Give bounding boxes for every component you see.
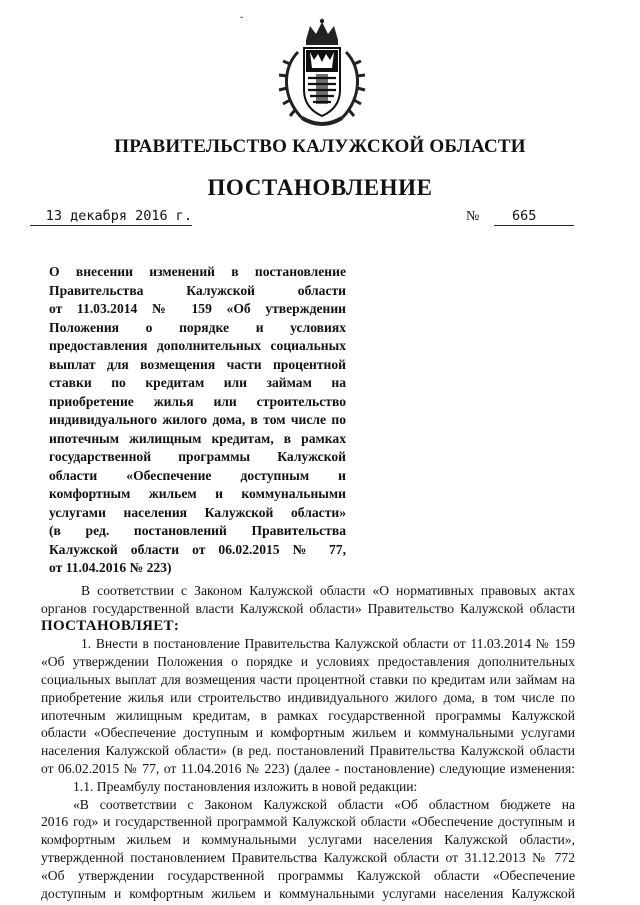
subject-line: выплат для возмещения части процентной <box>49 356 346 372</box>
quote-line: доступным и комфортным жильем и коммунальными услугами населения Калужской <box>41 885 575 901</box>
subject-line: от 11.04.2016 № 223) <box>49 560 172 575</box>
intro-line: В соответствии с Законом Калужской области «О нормативных правовых актах <box>81 583 575 598</box>
subject-line: ставки по кредитам или займам на <box>49 375 346 390</box>
paragraph-1-line: населения Калужской области» (в ред. постановлений Правительства Калужской области <box>41 743 575 759</box>
paragraph-1-1: 1.1. Преамбулу постановления изложить в новой редакции: <box>73 778 418 794</box>
paragraph-1-line: области «Обеспечение доступным и комфортным жильем и коммунальными услугами <box>41 725 575 741</box>
quote-line: утвержденной постановлением Правительства Калужской области от 31.12.2013 № 772 <box>41 849 575 865</box>
quote-line: комфортным жильем и коммунальными услугами населения Калужской области», <box>41 832 575 848</box>
subject-line: услугами населения Калужской области» <box>49 504 346 520</box>
paragraph-1-line: социальных выплат для возмещения части процентной ставки по кредитам или займам на <box>41 671 575 687</box>
decree-body <box>41 582 575 902</box>
intro-line: органов государственной власти Калужской области» Правительство Калужской области <box>41 600 575 616</box>
document-type: ПОСТАНОВЛЕНИЕ <box>207 175 433 200</box>
resolves-heading: ПОСТАНОВЛЯЕТ: <box>41 617 180 634</box>
subject-line: О внесении изменений в постановление <box>49 264 346 279</box>
decree-subject <box>49 263 346 578</box>
document-date: 13 декабря 2016 г. <box>30 208 192 226</box>
subject-line: ипотечным жилищным кредитам, в рамках <box>49 430 346 446</box>
number-label: № <box>466 209 480 224</box>
quote-line: 2016 год» и государственной программой Калужской области «Обеспечение доступным и <box>41 814 575 830</box>
quote-line: «Об утверждении государственной программы Калужской области «Обеспечение <box>41 867 575 883</box>
subject-line: Положения о порядке и условиях <box>49 319 346 335</box>
paragraph-1-line: приобретение жилья или строительство индивидуального жилого дома, в том числе по <box>41 689 575 705</box>
paragraph-1-line: 1. Внести в постановление Правительства Калужской области от 11.03.2014 № 159 <box>81 636 575 652</box>
subject-line: области «Обеспечение доступным и <box>49 467 346 483</box>
document-number: 665 <box>494 208 574 226</box>
paragraph-1-line: «Об утверждении Положения о порядке и условиях предоставления дополнительных <box>41 654 575 670</box>
subject-line: комфортным жильем и коммунальными <box>49 486 346 501</box>
government-title: ПРАВИТЕЛЬСТВО КАЛУЖСКОЙ ОБЛАСТИ <box>114 136 526 157</box>
paragraph-1-line: ипотечным жилищным кредитам, в рамках государственной программы Калужской <box>41 707 575 723</box>
subject-line: государственной программы Калужской <box>49 449 346 464</box>
scan-mark: ˇ <box>240 16 244 27</box>
subject-line: Калужской области от 06.02.2015 № 77, <box>49 541 346 557</box>
subject-line: предоставления дополнительных социальных <box>49 338 346 353</box>
subject-line: приобретение жилья или строительство <box>49 393 346 409</box>
subject-line: индивидуального жилого дома, в том числе по <box>49 412 346 427</box>
subject-line: Правительства Калужской области <box>49 282 346 298</box>
paragraph-1-line: от 06.02.2015 № 77, от 11.04.2016 № 223) (далее - постановление) следующие изменения: <box>41 760 575 776</box>
subject-line: (в ред. постановлений Правительства <box>49 523 346 538</box>
coat-of-arms-icon <box>276 18 368 130</box>
quote-line: «В соответствии с Законом Калужской области «Об областном бюджете на <box>73 796 575 812</box>
subject-line: от 11.03.2014 № 159 «Об утверждении <box>49 301 346 316</box>
